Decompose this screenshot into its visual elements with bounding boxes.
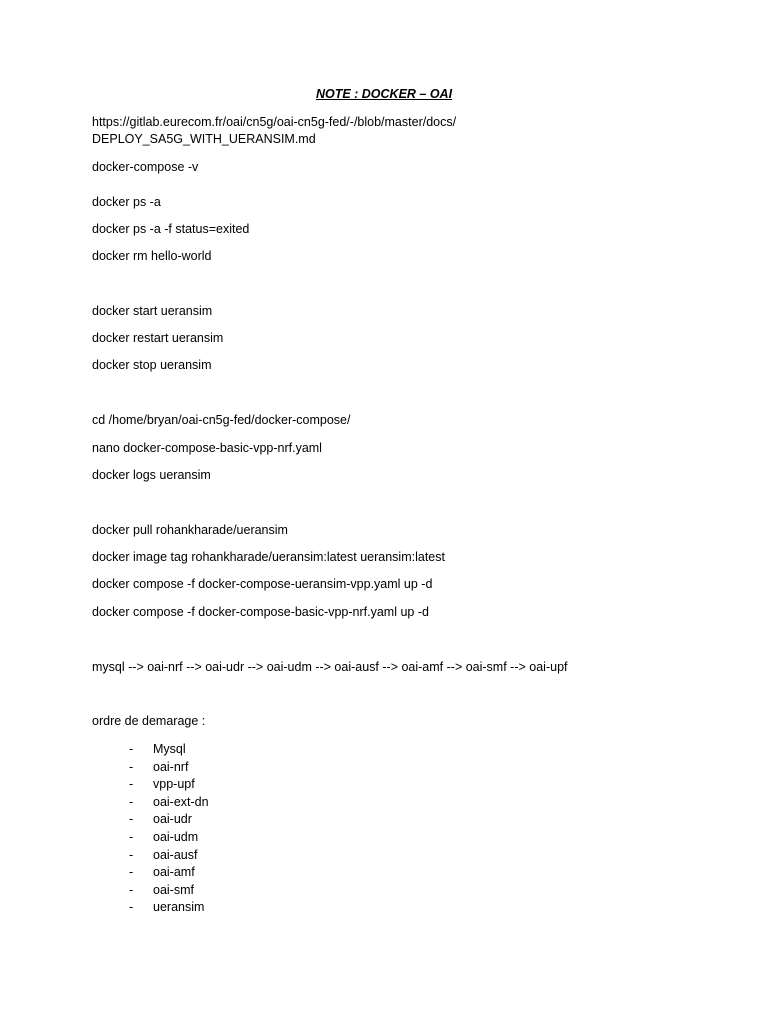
command-line: docker pull rohankharade/ueransim bbox=[92, 523, 288, 537]
bullet-dash: - bbox=[129, 882, 134, 897]
bullet-dash: - bbox=[129, 847, 134, 862]
command-line: docker compose -f docker-compose-ueransim-vpp.yaml up -d bbox=[92, 577, 433, 591]
list-item-text: vpp-upf bbox=[153, 777, 195, 792]
list-item-text: oai-udm bbox=[153, 829, 199, 844]
service-chain: mysql --> oai-nrf --> oai-udr --> oai-udm --> oai-ausf --> oai-amf --> oai-smf --> oai-upf bbox=[92, 660, 568, 674]
repo-url-line-1: https://gitlab.eurecom.fr/oai/cn5g/oai-cn5g-fed/-/blob/master/docs/ bbox=[92, 115, 457, 129]
bullet-dash: - bbox=[129, 742, 134, 756]
command-line: docker-compose -v bbox=[92, 160, 199, 174]
command-line: docker ps -a bbox=[92, 195, 161, 209]
bullet-dash: - bbox=[129, 865, 134, 880]
command-line: docker logs ueransim bbox=[92, 468, 211, 482]
list-item-text: oai-amf bbox=[153, 865, 195, 880]
list-item-text: oai-ext-dn bbox=[153, 794, 209, 809]
bullet-dash: - bbox=[129, 794, 134, 809]
document-title: NOTE : DOCKER – OAI bbox=[315, 87, 453, 101]
command-line: docker start ueransim bbox=[92, 304, 213, 318]
bullet-dash: - bbox=[129, 829, 134, 844]
list-item-text: oai-ausf bbox=[153, 847, 198, 862]
command-line: docker restart ueransim bbox=[92, 331, 224, 345]
bullet-dash: - bbox=[129, 759, 134, 774]
list-item-text: oai-smf bbox=[153, 882, 194, 897]
command-line: docker ps -a -f status=exited bbox=[92, 222, 250, 236]
bullet-dash: - bbox=[129, 900, 134, 915]
command-line: docker stop ueransim bbox=[92, 358, 212, 372]
command-line: cd /home/bryan/oai-cn5g-fed/docker-compose/ bbox=[92, 413, 351, 427]
list-item-text: oai-udr bbox=[153, 812, 192, 827]
list-item-text: oai-nrf bbox=[153, 759, 189, 774]
bullet-dash: - bbox=[129, 812, 134, 827]
command-line: nano docker-compose-basic-vpp-nrf.yaml bbox=[92, 441, 322, 455]
bullet-dash: - bbox=[129, 777, 134, 792]
command-line: docker image tag rohankharade/ueransim:latest ueransim:latest bbox=[92, 550, 445, 564]
order-heading: ordre de demarage : bbox=[92, 714, 206, 728]
command-line: docker compose -f docker-compose-basic-vpp-nrf.yaml up -d bbox=[92, 605, 429, 619]
list-item-text: Mysql bbox=[153, 742, 186, 756]
command-line: docker rm hello-world bbox=[92, 249, 212, 263]
repo-url-line-2: DEPLOY_SA5G_WITH_UERANSIM.md bbox=[92, 132, 316, 146]
list-item-text: ueransim bbox=[153, 900, 205, 915]
